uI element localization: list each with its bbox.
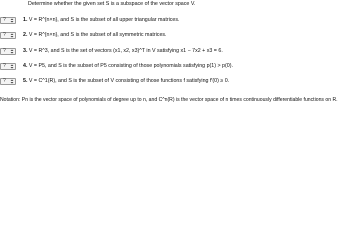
question-row-1 [0, 16, 180, 24]
answer-select-3[interactable] [0, 48, 16, 55]
answer-select-1[interactable] [0, 17, 16, 24]
answer-select-2-value: ? [3, 31, 6, 38]
question-body-5: V = C^1(R), and S is the subset of V consisting of those functions f satisfying f′(0) ≥ 0. [28, 77, 230, 84]
question-text-3 [23, 48, 223, 55]
up-down-arrows-icon [10, 33, 14, 38]
instructions-text: Determine whether the given set S is a subspace of the vector space V. [28, 1, 196, 7]
answer-select-4-value: ? [3, 62, 6, 69]
question-body-2: V = R^{n×n}, and S is the subset of all symmetric matrices. [28, 31, 167, 38]
question-body-3: V = R^3, and S is the set of vectors (x1, x2, x3)^T in V satisfying x1 − 7x2 + x3 = 6. [28, 47, 223, 54]
question-number-1: 1. [23, 16, 28, 23]
question-text-2 [23, 32, 167, 39]
question-text-4 [23, 63, 233, 70]
notation-text: Notation: Pn is the vector space of polynomials of degree up to n, and C^n(R) is the vector space of n times continuously differentiable functions on R. [0, 97, 338, 103]
question-row-5 [0, 77, 229, 85]
up-down-arrows-icon [10, 18, 14, 23]
answer-select-5-value: ? [3, 77, 6, 84]
question-text-1 [23, 17, 180, 24]
answer-select-2[interactable] [0, 32, 16, 39]
question-number-2: 2. [23, 31, 28, 38]
question-body-1: V = R^{n×n}, and S is the subset of all upper triangular matrices. [28, 16, 180, 23]
answer-select-3-value: ? [3, 47, 6, 54]
answer-select-4[interactable] [0, 63, 16, 70]
answer-select-1-value: ? [3, 16, 6, 23]
up-down-arrows-icon [10, 64, 14, 69]
question-row-4 [0, 62, 233, 70]
question-row-3 [0, 47, 223, 55]
question-body-4: V = P5, and S is the subset of P5 consisting of those polynomials satisfying p(1) > p(0). [28, 62, 233, 69]
question-text-5 [23, 78, 229, 85]
question-row-2 [0, 31, 167, 39]
question-number-4: 4. [23, 62, 28, 69]
answer-select-5[interactable] [0, 78, 16, 85]
up-down-arrows-icon [10, 79, 14, 84]
up-down-arrows-icon [10, 49, 14, 54]
question-number-5: 5. [23, 77, 28, 84]
question-number-3: 3. [23, 47, 28, 54]
